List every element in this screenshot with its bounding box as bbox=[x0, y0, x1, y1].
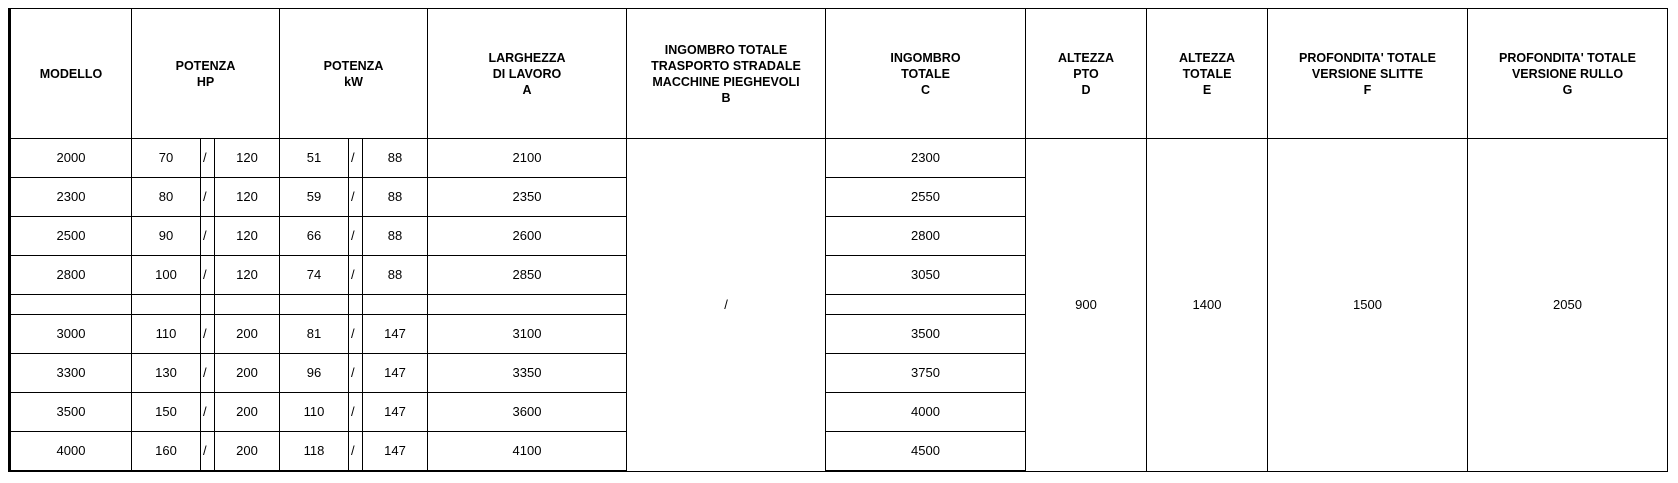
header-profondita-slitte: PROFONDITA' TOTALE VERSIONE SLITTE F bbox=[1268, 9, 1468, 139]
cell-hp-min: 160 bbox=[132, 432, 201, 472]
cell-larghezza bbox=[428, 295, 627, 315]
cell-kw-separator: / bbox=[349, 178, 363, 217]
cell-kw-separator: / bbox=[349, 217, 363, 256]
cell-larghezza: 2350 bbox=[428, 178, 627, 217]
cell-ingombro-totale: 2550 bbox=[826, 178, 1026, 217]
cell-larghezza: 2100 bbox=[428, 139, 627, 178]
header-modello: MODELLO bbox=[10, 9, 132, 139]
cell-hp-separator: / bbox=[201, 354, 215, 393]
cell-hp-max: 120 bbox=[215, 256, 280, 295]
cell-modello: 4000 bbox=[10, 432, 132, 472]
cell-kw-max: 147 bbox=[363, 393, 428, 432]
cell-larghezza: 3100 bbox=[428, 315, 627, 354]
cell-hp-separator: / bbox=[201, 139, 215, 178]
cell-ingombro-trasporto: / bbox=[627, 139, 826, 472]
cell-hp-min: 130 bbox=[132, 354, 201, 393]
cell-ingombro-totale: 2300 bbox=[826, 139, 1026, 178]
header-profondita-rullo: PROFONDITA' TOTALE VERSIONE RULLO G bbox=[1468, 9, 1668, 139]
cell-hp-separator-empty bbox=[201, 295, 215, 315]
cell-hp-max: 120 bbox=[215, 217, 280, 256]
header-ingombro-totale: INGOMBRO TOTALE C bbox=[826, 9, 1026, 139]
cell-larghezza: 2850 bbox=[428, 256, 627, 295]
header-potenza-hp: POTENZA HP bbox=[132, 9, 280, 139]
cell-hp-max: 200 bbox=[215, 432, 280, 472]
cell-modello: 2300 bbox=[10, 178, 132, 217]
cell-hp-min: 150 bbox=[132, 393, 201, 432]
header-potenza-kw: POTENZA kW bbox=[280, 9, 428, 139]
cell-hp-separator: / bbox=[201, 393, 215, 432]
cell-kw-separator: / bbox=[349, 432, 363, 472]
cell-kw-max: 88 bbox=[363, 217, 428, 256]
cell-kw-max: 88 bbox=[363, 256, 428, 295]
cell-kw-min: 51 bbox=[280, 139, 349, 178]
cell-hp-min bbox=[132, 295, 201, 315]
specifications-table bbox=[8, 8, 1668, 472]
cell-ingombro-totale: 2800 bbox=[826, 217, 1026, 256]
cell-ingombro-totale: 4500 bbox=[826, 432, 1026, 472]
cell-kw-min: 96 bbox=[280, 354, 349, 393]
cell-kw-min: 74 bbox=[280, 256, 349, 295]
cell-kw-max bbox=[363, 295, 428, 315]
cell-profondita-slitte: 1500 bbox=[1268, 139, 1468, 472]
cell-hp-max: 120 bbox=[215, 139, 280, 178]
cell-kw-min bbox=[280, 295, 349, 315]
cell-larghezza: 2600 bbox=[428, 217, 627, 256]
cell-hp-min: 90 bbox=[132, 217, 201, 256]
cell-larghezza: 3350 bbox=[428, 354, 627, 393]
cell-kw-separator: / bbox=[349, 354, 363, 393]
cell-hp-max: 200 bbox=[215, 354, 280, 393]
cell-kw-separator-empty bbox=[349, 295, 363, 315]
cell-kw-max: 88 bbox=[363, 178, 428, 217]
cell-larghezza: 4100 bbox=[428, 432, 627, 472]
cell-modello: 2800 bbox=[10, 256, 132, 295]
cell-kw-max: 147 bbox=[363, 354, 428, 393]
cell-hp-separator: / bbox=[201, 178, 215, 217]
cell-hp-separator: / bbox=[201, 256, 215, 295]
cell-hp-min: 70 bbox=[132, 139, 201, 178]
cell-kw-min: 81 bbox=[280, 315, 349, 354]
header-row bbox=[10, 9, 1668, 139]
cell-modello: 2500 bbox=[10, 217, 132, 256]
cell-hp-separator: / bbox=[201, 217, 215, 256]
cell-kw-max: 147 bbox=[363, 432, 428, 472]
cell-modello: 3500 bbox=[10, 393, 132, 432]
cell-hp-min: 80 bbox=[132, 178, 201, 217]
cell-larghezza: 3600 bbox=[428, 393, 627, 432]
cell-altezza-totale: 1400 bbox=[1147, 139, 1268, 472]
cell-modello: 3000 bbox=[10, 315, 132, 354]
header-altezza-pto: ALTEZZA PTO D bbox=[1026, 9, 1147, 139]
header-larghezza-lavoro: LARGHEZZA DI LAVORO A bbox=[428, 9, 627, 139]
cell-kw-separator: / bbox=[349, 393, 363, 432]
cell-ingombro-totale: 4000 bbox=[826, 393, 1026, 432]
cell-kw-max: 147 bbox=[363, 315, 428, 354]
cell-hp-min: 100 bbox=[132, 256, 201, 295]
cell-modello bbox=[10, 295, 132, 315]
table-row bbox=[10, 139, 1668, 178]
header-ingombro-trasporto: INGOMBRO TOTALE TRASPORTO STRADALE MACCHINE PIEGHEVOLI B bbox=[627, 9, 826, 139]
cell-kw-min: 118 bbox=[280, 432, 349, 472]
cell-kw-min: 59 bbox=[280, 178, 349, 217]
cell-ingombro-totale: 3500 bbox=[826, 315, 1026, 354]
cell-hp-max: 200 bbox=[215, 315, 280, 354]
cell-altezza-pto: 900 bbox=[1026, 139, 1147, 472]
cell-modello: 2000 bbox=[10, 139, 132, 178]
cell-kw-separator: / bbox=[349, 256, 363, 295]
cell-hp-max: 120 bbox=[215, 178, 280, 217]
cell-kw-max: 88 bbox=[363, 139, 428, 178]
cell-kw-min: 66 bbox=[280, 217, 349, 256]
cell-hp-separator: / bbox=[201, 315, 215, 354]
cell-hp-min: 110 bbox=[132, 315, 201, 354]
cell-modello: 3300 bbox=[10, 354, 132, 393]
cell-kw-separator: / bbox=[349, 139, 363, 178]
cell-ingombro-totale: 3050 bbox=[826, 256, 1026, 295]
cell-hp-separator: / bbox=[201, 432, 215, 472]
header-altezza-totale: ALTEZZA TOTALE E bbox=[1147, 9, 1268, 139]
cell-hp-max: 200 bbox=[215, 393, 280, 432]
cell-kw-min: 110 bbox=[280, 393, 349, 432]
cell-kw-separator: / bbox=[349, 315, 363, 354]
cell-hp-max bbox=[215, 295, 280, 315]
cell-ingombro-totale: 3750 bbox=[826, 354, 1026, 393]
cell-ingombro-totale bbox=[826, 295, 1026, 315]
cell-profondita-rullo: 2050 bbox=[1468, 139, 1668, 472]
